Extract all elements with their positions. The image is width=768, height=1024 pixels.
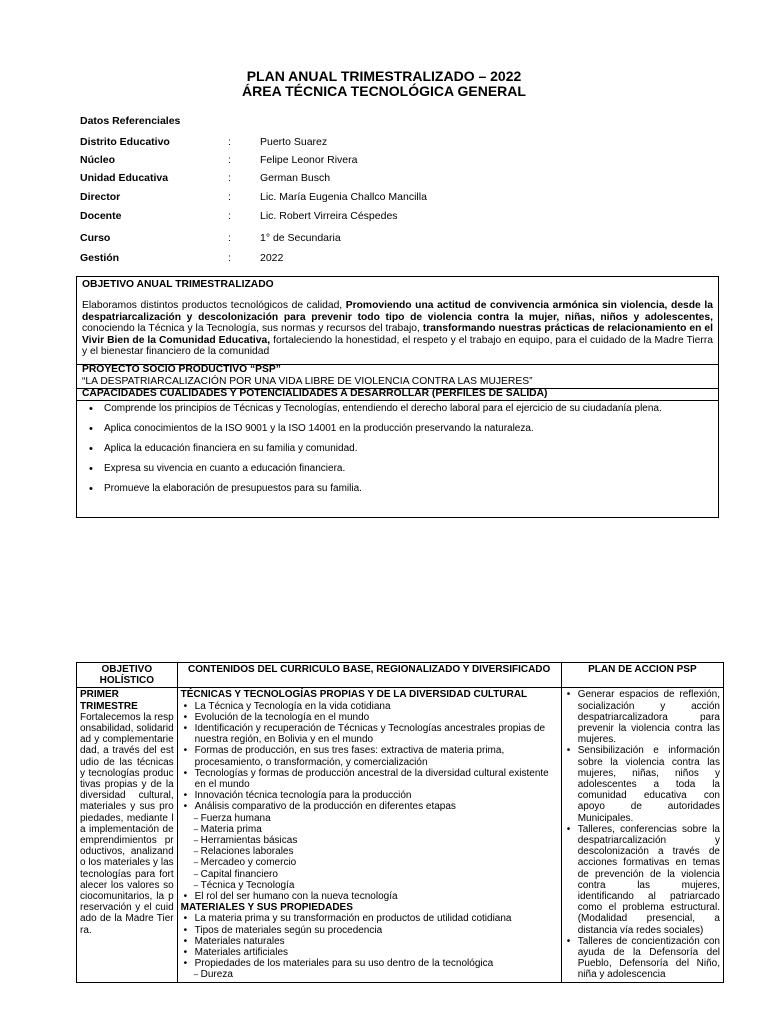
list-item: • Materiales naturales [195, 936, 558, 947]
list-item: • Expresa su vivencia en cuanto a educación financiera. [104, 463, 713, 475]
referencia-value: 2022 [260, 252, 284, 264]
referencia-label: Núcleo [80, 154, 116, 166]
list-item: • El rol del ser humano con la nueva tecnología [195, 891, 558, 902]
table-row [77, 688, 724, 982]
list-item: • Innovación técnica tecnología para la producción [195, 790, 558, 801]
referencia-colon: : [228, 232, 231, 244]
objetivo-text-bold: Promoviendo una actitud de convivencia armónica sin violencia, desde la despatriarcalización y descolonización para prevenir todo tipo de violencia contra la mujer, niñas, niños y adolescentes, [82, 300, 713, 323]
psp-text: “LA DESPATRIARCALIZACIÓN POR UNA VIDA LIBRE DE VIOLENCIA CONTRA LAS MUJERES” [82, 376, 533, 387]
list-item: • Aplica conocimientos de la ISO 9001 y la ISO 14001 en la producción preservando la naturaleza. [104, 423, 713, 435]
referencia-colon: : [228, 252, 231, 264]
header-objetivo-holistico: OBJETIVO HOLÍSTICO [77, 663, 178, 688]
list-item: • Análisis comparativo de la producción en diferentes etapas [195, 801, 558, 812]
contenidos-cell [177, 688, 561, 982]
list-item: • Propiedades de los materiales para su uso dentro de la tecnológica [195, 958, 558, 969]
objetivo-text [77, 300, 718, 358]
referencia-label: Unidad Educativa [80, 172, 169, 184]
psp-heading: PROYECTO SOCIO PRODUCTIVO “PSP” [82, 364, 281, 375]
referencia-colon: : [228, 172, 231, 184]
header-plan-accion: PLAN DE ACCION PSP [561, 663, 723, 688]
referencia-value: Felipe Leonor Rivera [260, 154, 358, 166]
plan-table [76, 662, 724, 983]
list-item: – Capital financiero [201, 869, 558, 880]
objetivo-text-bold: transformando nuestras prácticas de relacionamiento en el Vivir Bien de la Comunidad Educativa, [82, 323, 713, 346]
contenidos-list-1b [181, 891, 558, 902]
contenidos-sublist-2 [181, 969, 558, 980]
referencia-value: German Busch [260, 172, 331, 184]
plan-accion-list [565, 689, 720, 980]
referencia-label: Curso [80, 232, 111, 244]
objetivo-box [76, 276, 719, 518]
referencia-value: Lic. María Eugenia Challco Mancilla [260, 191, 427, 203]
list-item: • Promueve la elaboración de presupuestos para su familia. [104, 483, 713, 495]
trimestre-label: PRIMER TRIMESTRE [80, 689, 138, 712]
list-item: – Relaciones laborales [201, 846, 558, 857]
contenidos-list-2 [181, 913, 558, 969]
document-title: PLAN ANUAL TRIMESTRALIZADO – 2022 [246, 68, 522, 84]
list-item: • Evolución de la tecnología en el mundo [195, 712, 558, 723]
list-item: • Talleres de concientización con ayuda de la Defensoría del Pueblo, Defensoría del Niño, niña y adolescencia [578, 936, 720, 981]
section-title-1: TÉCNICAS Y TECNOLOGÍAS PROPIAS Y DE LA DIVERSIDAD CULTURAL [180, 689, 528, 701]
list-item: • Generar espacios de reflexión, socialización y acción despatriarcalizadora para prevenir la violencia contra las mujeres. [578, 689, 720, 745]
list-item: • La Técnica y Tecnología en la vida cotidiana [195, 701, 558, 712]
objetivo-text-part: fortaleciendo la honestidad, el respeto y el trabajo en equipo, para el cuidado de la Madre Tierra y el bienestar financiero de la comunidad [82, 334, 713, 358]
referencia-colon: : [228, 136, 231, 148]
objetivo-heading: OBJETIVO ANUAL TRIMESTRALIZADO [82, 279, 274, 290]
contenidos-list-1 [181, 701, 558, 813]
referencia-value: Lic. Robert Virreira Céspedes [260, 210, 398, 222]
list-item: – Herramientas básicas [201, 835, 558, 846]
list-item: • Formas de producción, en sus tres fases: extractiva de materia prima, procesamiento, o transformación, y comercialización [195, 745, 558, 767]
section-title-2: MATERIALES Y SUS PROPIEDADES [180, 902, 353, 914]
list-item: – Fuerza humana [201, 813, 558, 824]
referencia-label: Gestión [80, 252, 120, 264]
objetivo-text-part: conociendo la Técnica y la Tecnología, sus normas y recursos del trabajo, [82, 323, 423, 335]
referencia-colon: : [228, 210, 231, 222]
referencia-colon: : [228, 154, 231, 166]
document-subtitle: ÁREA TÉCNICA TECNOLÓGICA GENERAL [242, 83, 526, 99]
objetivo-cell [77, 688, 178, 982]
contenidos-sublist [181, 813, 558, 891]
referencia-label: Director [80, 191, 121, 203]
list-item: – Técnica y Tecnología [201, 880, 558, 891]
list-item: • Talleres, conferencias sobre la despatriarcalización y descolonización a través de acciones formativas en temas de prevención de la violencia contra las mujeres, identificando al patriarcado como el problema estructural. (Modalidad presencial, a distancia vía redes sociales) [578, 824, 720, 936]
capacidades-heading: CAPACIDADES CUALIDADES Y POTENCIALIDADES A DESARROLLAR (PERFILES DE SALIDA) [82, 388, 548, 399]
header-contenidos: CONTENIDOS DEL CURRICULO BASE, REGIONALIZADO Y DIVERSIFICADO [177, 663, 561, 688]
list-item: • Identificación y recuperación de Técnicas y Tecnologías ancestrales propias de nuestra región, en Bolivia y en el mundo [195, 723, 558, 745]
list-item: – Materia prima [201, 824, 558, 835]
referencia-value: Puerto Suarez [260, 136, 328, 148]
referencia-heading: Datos Referenciales [80, 115, 181, 127]
list-item: • Tecnologías y formas de producción ancestral de la diversidad cultural existente en el mundo [195, 768, 558, 790]
list-item: • Sensibilización e información sobre la violencia contra las mujeres, niñas, niños y adolescentes a toda la comunidad educativa con apoyo de autoridades Municipales. [578, 745, 720, 823]
plan-accion-cell [561, 688, 723, 982]
list-item: – Mercadeo y comercio [201, 857, 558, 868]
referencia-colon: : [228, 191, 231, 203]
objetivo-holistico-text: Fortalecemos la responsabilidad, solidaridad y complementariedad, a través del estudio de las técnicas y tecnologías productivas propias y de la diversidad cultural, materiales y sus propiedades, mediante la implementación de emprendimientos productivos, analizando los materiales y las tecnologías para fortalecer los valores sociocomunitarios, la preservación y el cuidado de la Madre Tierra. [80, 711, 174, 936]
list-item: • Tipos de materiales según su procedencia [195, 925, 558, 936]
referencia-label: Distrito Educativo [80, 136, 170, 148]
referencia-label: Docente [80, 210, 122, 222]
capacidades-list [82, 403, 713, 495]
list-item: – Dureza [201, 969, 558, 980]
list-item: • Comprende los principios de Técnicas y Tecnologías, entendiendo el derecho laboral para el ejercicio de su ciudadanía plena. [104, 403, 713, 415]
referencia-value: 1° de Secundaria [260, 232, 341, 244]
list-item: • Aplica la educación financiera en su familia y comunidad. [104, 443, 713, 455]
list-item: • Materiales artificiales [195, 947, 558, 958]
objetivo-text-part: Elaboramos distintos productos tecnológicos de calidad, [82, 300, 346, 311]
list-item: • La materia prima y su transformación en productos de utilidad cotidiana [195, 913, 558, 924]
divider [77, 400, 718, 401]
